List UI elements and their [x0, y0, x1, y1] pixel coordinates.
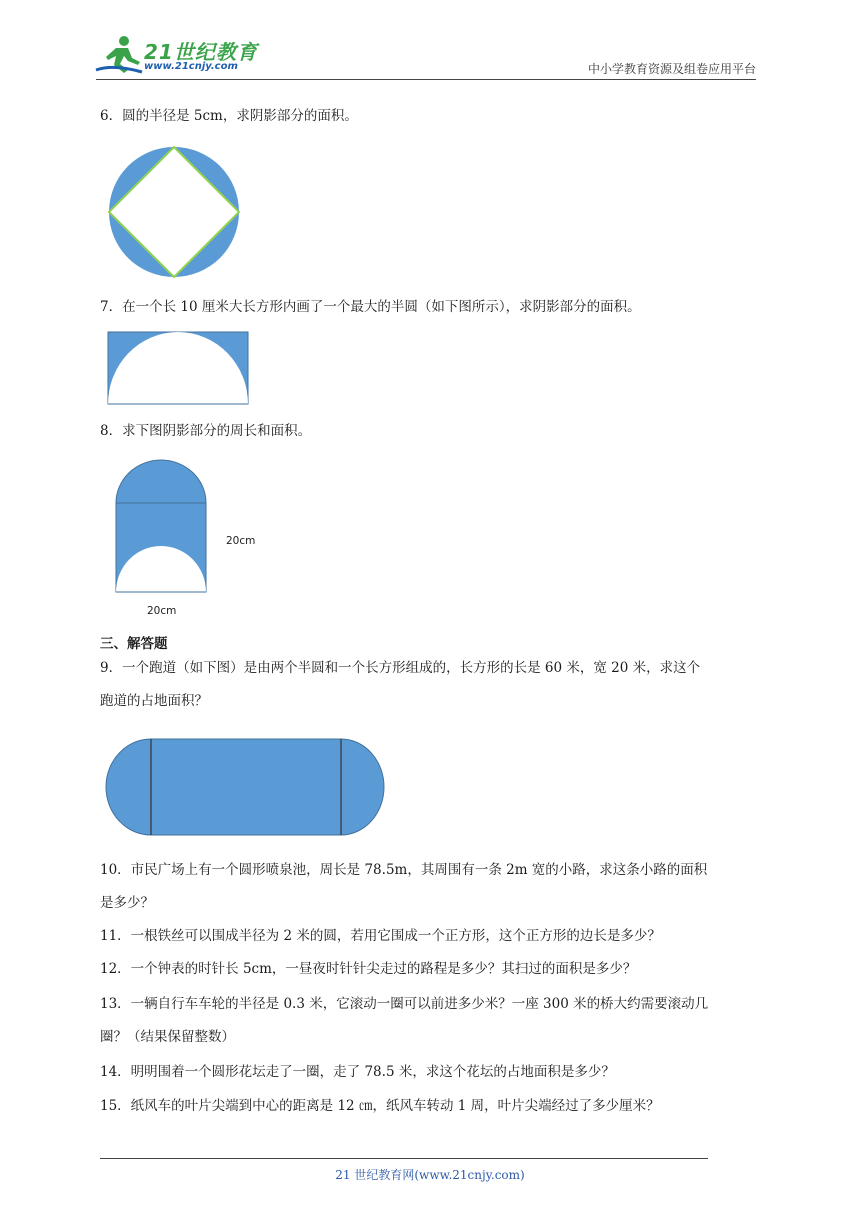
runner-logo-icon: [94, 34, 146, 76]
section-title-solve: 三、解答题: [100, 636, 168, 652]
header-logo: [94, 34, 269, 78]
question-13-line-2: 圈？（结果保留整数）: [100, 1029, 235, 1045]
figure-shaded-perimeter-area: [113, 459, 209, 595]
question-14: 14．明明围着一个圆形花坛走了一圈，走了 78.5 米，求这个花坛的占地面积是多少？: [100, 1064, 615, 1080]
question-12: 12．一个钟表的时针长 5cm，一昼夜时针针尖走过的路程是多少？其扫过的面积是多少？: [100, 961, 637, 977]
question-10-line-1: 10．市民广场上有一个圆形喷泉池，周长是 78.5m，其周围有一条 2m 宽的小路，求这条小路的面积: [100, 862, 708, 878]
footer-text: 21 世纪教育网(www.21cnjy.com): [335, 1168, 525, 1182]
label-height-20cm: 20cm: [226, 535, 256, 547]
question-9-line-1: 9．一个跑道（如下图）是由两个半圆和一个长方形组成的，长方形的长是 60 米，宽 20 米，求这个: [100, 660, 701, 676]
figure-circle-inscribed-square: [107, 145, 241, 279]
figure-rectangle-semicircle: [107, 331, 249, 405]
question-15: 15．纸风车的叶片尖端到中心的距离是 12 ㎝，纸风车转动 1 周，叶片尖端经过了多少厘米？: [100, 1098, 660, 1114]
question-8: 8．求下图阴影部分的周长和面积。: [100, 423, 312, 439]
question-13-line-1: 13．一辆自行车车轮的半径是 0.3 米，它滚动一圈可以前进多少米？一座 300 米的桥大约需要滚动几: [100, 996, 709, 1012]
logo-url: www.21cnjy.com: [144, 61, 238, 72]
question-11: 11．一根铁丝可以围成半径为 2 米的圆，若用它围成一个正方形，这个正方形的边长是多少？: [100, 928, 661, 944]
question-6: 6．圆的半径是 5cm，求阴影部分的面积。: [100, 108, 358, 124]
question-10-line-2: 是多少？: [100, 895, 154, 911]
question-7: 7．在一个长 10 厘米大长方形内画了一个最大的半圆（如下图所示），求阴影部分的面积。: [100, 299, 641, 315]
label-width-20cm: 20cm: [147, 605, 177, 617]
question-9-line-2: 跑道的占地面积？: [100, 693, 208, 709]
figure-running-track: [104, 737, 386, 837]
footer-rule: [100, 1158, 708, 1159]
header-platform-text: 中小学教育资源及组卷应用平台: [587, 62, 756, 76]
header-rule: [96, 79, 756, 80]
logo-brand: 21世纪教育: [144, 40, 258, 64]
